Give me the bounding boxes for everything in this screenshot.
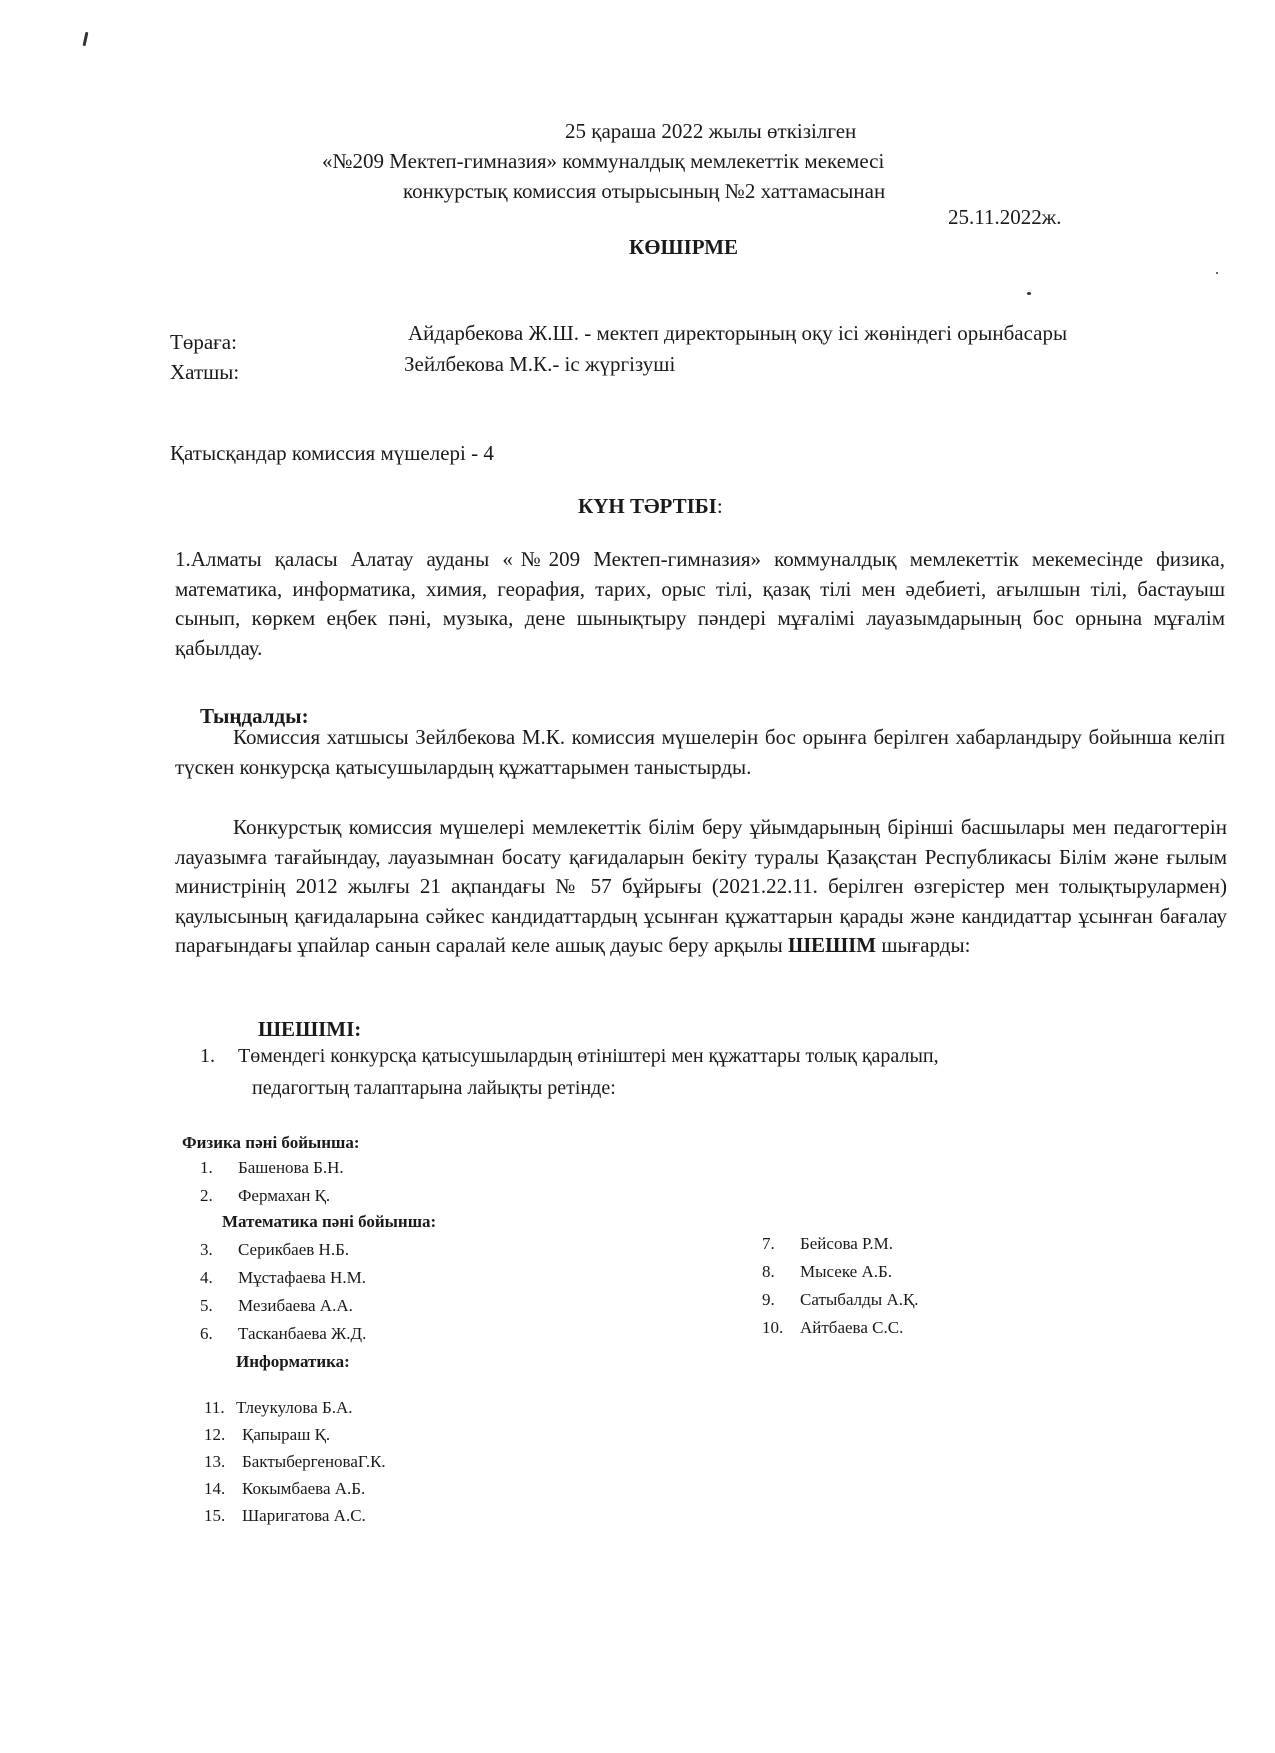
list-item-name: Тлеукулова Б.А. — [236, 1398, 353, 1417]
decision-item-line-2: педагогтың талаптарына лайықты ретінде: — [252, 1077, 616, 1099]
scan-mark — [83, 32, 89, 46]
list-item-name: БактыбергеноваГ.К. — [242, 1452, 386, 1471]
heard-paragraph: Комиссия хатшысы Зейлбекова М.К. комиссия мүшелерін бос орынға берілген хабарландыру бойынша келіп түскен конкурсқа қатысушылардың құжаттарымен таныстырды. — [175, 725, 1225, 779]
header-line-2: «№209 Мектеп-гимназия» коммуналдық мемлекеттік мекемесі — [322, 149, 885, 173]
list-item-name: Мысеке А.Б. — [800, 1262, 893, 1281]
list-item-number: 14. — [204, 1479, 226, 1498]
list-item-number: 9. — [762, 1290, 775, 1309]
role-chair-value: Айдарбекова Ж.Ш. - мектеп директорының оқу ісі жөніндегі орынбасары — [408, 321, 1068, 345]
list-item — [204, 1424, 330, 1446]
list-item-name: Кокымбаева А.Б. — [242, 1479, 366, 1498]
role-secretary-value: Зейлбекова М.К.- іс жүргізуші — [404, 352, 676, 376]
list-item — [762, 1317, 903, 1339]
scan-mark — [1027, 292, 1031, 295]
list-item — [200, 1185, 330, 1207]
list-item-name: Фермахан Қ. — [238, 1186, 331, 1205]
list-item-number: 7. — [762, 1234, 775, 1253]
list-item-number: 5. — [200, 1296, 213, 1315]
heard-title: Тыңдалды: — [200, 704, 309, 728]
list-item — [204, 1505, 366, 1527]
list-item-number: 8. — [762, 1262, 775, 1281]
role-chair-label: Төраға: — [170, 330, 237, 354]
decision-item-line-1: Төмендегі конкурсқа қатысушылардың өтініштері мен құжаттары толық қаралып, — [238, 1045, 939, 1067]
list-item — [762, 1289, 919, 1311]
math-title: Математика пәні бойынша: — [222, 1212, 437, 1231]
commission-text: Конкурстық комиссия мүшелері мемлекеттік білім беру ұйымдарының бірінші басшылары мен педагогтерін лауазымға тағайындау, лауазымнан босату қағидаларын бекіту туралы Қазақстан Республикасы Білім және ғылым министрінің 2012 жылғы 21 ақпандағы № 57 бұйрығы (2021.22.11. берілген өзгерістер мен толықтырулармен) қаулысының қағидаларына сәйкес кандидаттардың ұсынған құжаттарын қарады және кандидаттар ұсынған бағалау парағындағы ұпайлар санын саралай келе ашық дауыс беру арқылы — [175, 815, 1227, 957]
commission-text-end: шығарды: — [881, 933, 971, 957]
attendance-line: Қатысқандар комиссия мүшелері - 4 — [170, 441, 494, 465]
list-item-name: Шаригатова А.С. — [242, 1506, 366, 1525]
list-item-number: 4. — [200, 1268, 213, 1287]
list-item-name: Бейсова Р.М. — [800, 1234, 893, 1253]
list-item-number: 13. — [204, 1452, 226, 1471]
list-item-number: 12. — [204, 1425, 226, 1444]
agenda-title-colon: : — [716, 494, 723, 518]
agenda-title-text: КҮН ТӘРТІБІ — [578, 494, 717, 518]
list-item-name: Тасканбаева Ж.Д. — [238, 1324, 367, 1343]
list-item — [204, 1397, 353, 1419]
agenda-paragraph: 1.Алматы қаласы Алатау ауданы «№209 Мектеп-гимназия» коммуналдық мемлекеттік мекемесінде физика, математика, информатика, химия, георафия, тарих, орыс тілі, қазақ тілі мен әдебиеті, ағылшын тілі, бастауыш сынып, көркем еңбек пәні, музыка, дене шынықтыру пәндері мұғалімі лауазымдарының бос орнына мұғалім қабылдау. — [175, 547, 1225, 660]
decision-item-number: 1. — [200, 1045, 215, 1067]
list-item — [200, 1157, 344, 1179]
list-item-number: 2. — [200, 1186, 213, 1205]
role-secretary-label: Хатшы: — [170, 360, 240, 384]
list-item-number: 10. — [762, 1318, 784, 1337]
list-item-number: 15. — [204, 1506, 226, 1525]
list-item-number: 6. — [200, 1324, 213, 1343]
list-item-name: Мұстафаева Н.М. — [238, 1268, 366, 1287]
header-date: 25.11.2022ж. — [948, 205, 1062, 229]
commission-paragraph — [175, 813, 1227, 961]
list-item-name: Башенова Б.Н. — [238, 1158, 344, 1177]
list-item-name: Қапыраш Қ. — [242, 1425, 331, 1444]
header-line-3: конкурстық комиссия отырысының №2 хаттамасынан — [403, 179, 886, 203]
list-item — [200, 1267, 366, 1289]
list-item — [200, 1239, 349, 1261]
list-item-name: Серикбаев Н.Б. — [238, 1240, 350, 1259]
list-item — [204, 1451, 386, 1473]
commission-decision-word: ШЕШІМ — [788, 933, 877, 957]
physics-title: Физика пәні бойынша: — [182, 1133, 360, 1152]
list-item-number: 3. — [200, 1240, 213, 1259]
header-line-1: 25 қараша 2022 жылы өткізілген — [565, 119, 857, 143]
decision-title: ШЕШІМІ: — [258, 1017, 362, 1041]
list-item — [762, 1233, 893, 1255]
agenda-title — [578, 492, 723, 520]
list-item-name: Мезибаева А.А. — [238, 1296, 353, 1315]
list-item-number: 1. — [200, 1158, 213, 1177]
list-item — [200, 1323, 366, 1345]
informatics-title: Информатика: — [236, 1352, 350, 1371]
list-item — [204, 1478, 365, 1500]
list-item — [200, 1295, 353, 1317]
list-item-name: Сатыбалды А.Қ. — [800, 1290, 919, 1309]
list-item-name: Айтбаева С.С. — [800, 1318, 904, 1337]
list-item — [762, 1261, 892, 1283]
list-item-number: 11. — [204, 1398, 225, 1417]
scan-mark — [1216, 272, 1218, 274]
document-title: КӨШІРМЕ — [629, 235, 739, 259]
